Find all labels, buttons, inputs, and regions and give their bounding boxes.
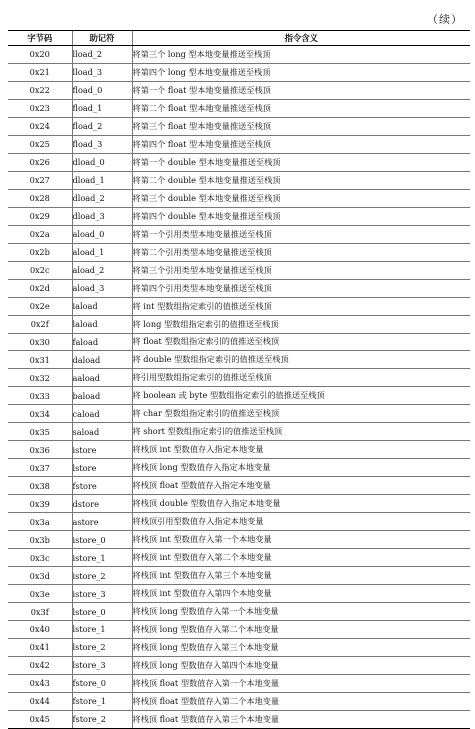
mnemonic-cell: lstore_2 [72,638,132,656]
header-row [8,31,470,46]
meaning-cell: 将第二个 float 型本地变量推送至栈顶 [132,99,470,117]
header-bytecode: 字节码 [8,31,72,46]
mnemonic-cell: lstore [72,459,132,477]
mnemonic-cell: aload_1 [72,243,132,261]
bytecode-cell: 0x2a [8,225,72,243]
mnemonic-cell: aaload [72,369,132,387]
meaning-cell: 将 boolean 或 byte 型数组指定索引的值推送至栈顶 [132,387,470,405]
mnemonic-cell: lload_2 [72,46,132,64]
mnemonic-cell: daload [72,351,132,369]
mnemonic-cell: istore_0 [72,531,132,549]
header-mnemonic: 助记符 [72,31,132,46]
meaning-cell: 将引用型数组指定索引的值推送至栈顶 [132,369,470,387]
bytecode-cell: 0x41 [8,638,72,656]
meaning-cell: 将栈顶 long 型数值存入第三个本地变量 [132,638,470,656]
meaning-cell: 将 double 型数组指定索引的值推送至栈顶 [132,351,470,369]
table-row [8,46,470,64]
meaning-cell: 将第四个 long 型本地变量推送至栈顶 [132,63,470,81]
meaning-cell: 将栈顶 float 型数值存入第二个本地变量 [132,692,470,710]
meaning-cell: 将栈顶引用型数值存入指定本地变量 [132,513,470,531]
table-row [8,189,470,207]
bytecode-cell: 0x30 [8,333,72,351]
mnemonic-cell: saload [72,423,132,441]
bytecode-cell: 0x2e [8,297,72,315]
table-row [8,621,470,639]
mnemonic-cell: aload_3 [72,279,132,297]
bytecode-cell: 0x2c [8,261,72,279]
meaning-cell: 将第一个 float 型本地变量推送至栈顶 [132,81,470,99]
table-row [8,567,470,585]
meaning-cell: 将栈顶 int 型数值存入第一个本地变量 [132,531,470,549]
bytecode-cell: 0x33 [8,387,72,405]
mnemonic-cell: istore_1 [72,549,132,567]
bytecode-cell: 0x20 [8,46,72,64]
mnemonic-cell: aload_0 [72,225,132,243]
meaning-cell: 将第二个引用类型本地变量推送至栈顶 [132,243,470,261]
meaning-cell: 将栈顶 int 型数值存入第四个本地变量 [132,585,470,603]
bytecode-cell: 0x29 [8,207,72,225]
mnemonic-cell: dload_3 [72,207,132,225]
mnemonic-cell: lstore_0 [72,603,132,621]
table-row [8,261,470,279]
bytecode-cell: 0x2b [8,243,72,261]
table-row [8,585,470,603]
table-row [8,99,470,117]
meaning-cell: 将 float 型数组指定索引的值推送至栈顶 [132,333,470,351]
mnemonic-cell: fload_0 [72,81,132,99]
meaning-cell: 将栈顶 long 型数值存入第四个本地变量 [132,656,470,674]
bytecode-cell: 0x3c [8,549,72,567]
bytecode-cell: 0x32 [8,369,72,387]
bytecode-cell: 0x23 [8,99,72,117]
mnemonic-cell: fstore_1 [72,692,132,710]
bytecode-cell: 0x2f [8,315,72,333]
meaning-cell: 将 long 型数组指定索引的值推送至栈顶 [132,315,470,333]
bytecode-cell: 0x45 [8,710,72,728]
bytecode-cell: 0x3f [8,603,72,621]
table-row [8,369,470,387]
bytecode-cell: 0x43 [8,674,72,692]
mnemonic-cell: caload [72,405,132,423]
bytecode-cell: 0x40 [8,621,72,639]
mnemonic-cell: istore_3 [72,585,132,603]
meaning-cell: 将 short 型数组指定索引的值推送至栈顶 [132,423,470,441]
table-row [8,171,470,189]
table-row [8,441,470,459]
mnemonic-cell: istore [72,441,132,459]
mnemonic-cell: faload [72,333,132,351]
mnemonic-cell: dload_2 [72,189,132,207]
meaning-cell: 将第一个引用类型本地变量推送至栈顶 [132,225,470,243]
table-row [8,423,470,441]
meaning-cell: 将第四个 float 型本地变量推送至栈顶 [132,135,470,153]
header-meaning: 指令含义 [132,31,470,46]
table-row [8,692,470,710]
mnemonic-cell: iaload [72,297,132,315]
bytecode-cell: 0x31 [8,351,72,369]
bytecode-cell: 0x42 [8,656,72,674]
meaning-cell: 将第三个 double 型本地变量推送至栈顶 [132,189,470,207]
table-row [8,225,470,243]
table-row [8,279,470,297]
bytecode-cell: 0x44 [8,692,72,710]
bytecode-cell: 0x2d [8,279,72,297]
mnemonic-cell: lstore_3 [72,656,132,674]
table-row [8,656,470,674]
bytecode-cell: 0x3b [8,531,72,549]
bytecode-cell: 0x27 [8,171,72,189]
meaning-cell: 将栈顶 float 型数值存入第三个本地变量 [132,710,470,728]
mnemonic-cell: lload_3 [72,63,132,81]
table-row [8,207,470,225]
table-row [8,117,470,135]
meaning-cell: 将 char 型数组指定索引的值推送至栈顶 [132,405,470,423]
table-row [8,531,470,549]
meaning-cell: 将栈顶 int 型数值存入第二个本地变量 [132,549,470,567]
bytecode-cell: 0x35 [8,423,72,441]
mnemonic-cell: laload [72,315,132,333]
mnemonic-cell: astore [72,513,132,531]
bytecode-cell: 0x39 [8,495,72,513]
meaning-cell: 将第三个 long 型本地变量推送至栈顶 [132,46,470,64]
bytecode-cell: 0x26 [8,153,72,171]
meaning-cell: 将第二个 double 型本地变量推送至栈顶 [132,171,470,189]
bytecode-cell: 0x36 [8,441,72,459]
meaning-cell: 将栈顶 long 型数值存入第一个本地变量 [132,603,470,621]
table-row [8,513,470,531]
meaning-cell: 将 int 型数组指定索引的值推送至栈顶 [132,297,470,315]
table-row [8,333,470,351]
table-row [8,351,470,369]
table-row [8,495,470,513]
table-row [8,405,470,423]
bytecode-cell: 0x34 [8,405,72,423]
table-body [8,46,470,729]
mnemonic-cell: fstore [72,477,132,495]
meaning-cell: 将第四个 double 型本地变量推送至栈顶 [132,207,470,225]
bytecode-cell: 0x22 [8,81,72,99]
table-row [8,81,470,99]
table-row [8,243,470,261]
table-row [8,297,470,315]
mnemonic-cell: fload_1 [72,99,132,117]
bytecode-cell: 0x3e [8,585,72,603]
mnemonic-cell: dstore [72,495,132,513]
table-header [8,31,470,46]
table-row [8,603,470,621]
table-row [8,135,470,153]
mnemonic-cell: baload [72,387,132,405]
mnemonic-cell: fstore_2 [72,710,132,728]
meaning-cell: 将栈顶 int 型数值存入第三个本地变量 [132,567,470,585]
meaning-cell: 将栈顶 float 型数值存入第一个本地变量 [132,674,470,692]
meaning-cell: 将第三个 float 型本地变量推送至栈顶 [132,117,470,135]
mnemonic-cell: fload_2 [72,117,132,135]
meaning-cell: 将第四个引用类型本地变量推送至栈顶 [132,279,470,297]
bytecode-cell: 0x21 [8,63,72,81]
bytecode-cell: 0x25 [8,135,72,153]
mnemonic-cell: fload_3 [72,135,132,153]
bytecode-cell: 0x37 [8,459,72,477]
mnemonic-cell: istore_2 [72,567,132,585]
meaning-cell: 将第一个 double 型本地变量推送至栈顶 [132,153,470,171]
meaning-cell: 将栈顶 double 型数值存入指定本地变量 [132,495,470,513]
continued-label: （续） [427,13,463,26]
meaning-cell: 将栈顶 long 型数值存入第二个本地变量 [132,621,470,639]
meaning-cell: 将栈顶 float 型数值存入指定本地变量 [132,477,470,495]
bytecode-cell: 0x3a [8,513,72,531]
mnemonic-cell: aload_2 [72,261,132,279]
table-row [8,638,470,656]
mnemonic-cell: dload_0 [72,153,132,171]
table-row [8,477,470,495]
mnemonic-cell: dload_1 [72,171,132,189]
meaning-cell: 将第三个引用类型本地变量推送至栈顶 [132,261,470,279]
table-row [8,549,470,567]
table-row [8,459,470,477]
table-row [8,710,470,728]
bytecode-cell: 0x28 [8,189,72,207]
bytecode-cell: 0x38 [8,477,72,495]
table-row [8,315,470,333]
table-row [8,674,470,692]
table-row [8,63,470,81]
mnemonic-cell: fstore_0 [72,674,132,692]
table-row [8,153,470,171]
table-row [8,387,470,405]
opcode-table [8,30,470,729]
bytecode-cell: 0x3d [8,567,72,585]
mnemonic-cell: lstore_1 [72,621,132,639]
meaning-cell: 将栈顶 int 型数值存入指定本地变量 [132,441,470,459]
bytecode-cell: 0x24 [8,117,72,135]
meaning-cell: 将栈顶 long 型数值存入指定本地变量 [132,459,470,477]
